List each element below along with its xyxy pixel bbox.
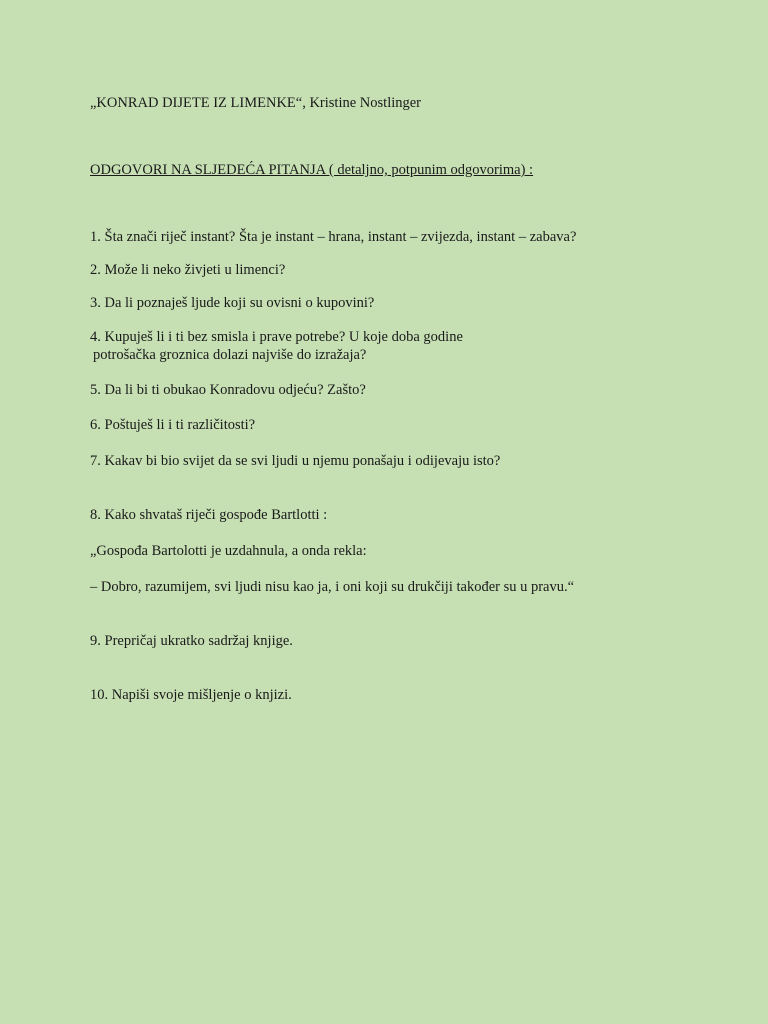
question-3: 3. Da li poznaješ ljude koji su ovisni o kupovini? <box>90 295 375 311</box>
question-6: 6. Poštuješ li i ti različitosti? <box>90 417 256 433</box>
question-8: 8. Kako shvataš riječi gospođe Bartlotti : <box>90 507 328 523</box>
question-9: 9. Prepričaj ukratko sadržaj knjige. <box>90 633 293 649</box>
question-2: 2. Može li neko živjeti u limenci? <box>90 262 286 278</box>
question-10: 10. Napiši svoje mišljenje o knjizi. <box>90 687 292 703</box>
question-7: 7. Kakav bi bio svijet da se svi ljudi u njemu ponašaju i odijevaju isto? <box>90 453 501 469</box>
document-title: „KONRAD DIJETE IZ LIMENKE“, Kristine Nostlinger <box>90 95 422 111</box>
question-4-continuation: potrošačka groznica dolazi najviše do izražaja? <box>93 347 367 363</box>
question-4: 4. Kupuješ li i ti bez smisla i prave potrebe? U koje doba godine <box>90 329 463 345</box>
question-5: 5. Da li bi ti obukao Konradovu odjeću? Zašto? <box>90 382 366 398</box>
quote-line-2: ‒ Dobro, razumijem, svi ljudi nisu kao ja, i oni koji su drukčiji također su u pravu.“ <box>90 579 575 595</box>
instructions-heading: ODGOVORI NA SLJEDEĆA PITANJA ( detaljno, potpunim odgovorima) : <box>90 162 534 178</box>
question-1: 1. Šta znači riječ instant? Šta je instant – hrana, instant – zvijezda, instant – zabava? <box>90 229 577 245</box>
quote-line-1: „Gospođa Bartolotti je uzdahnula, a onda rekla: <box>90 543 367 559</box>
